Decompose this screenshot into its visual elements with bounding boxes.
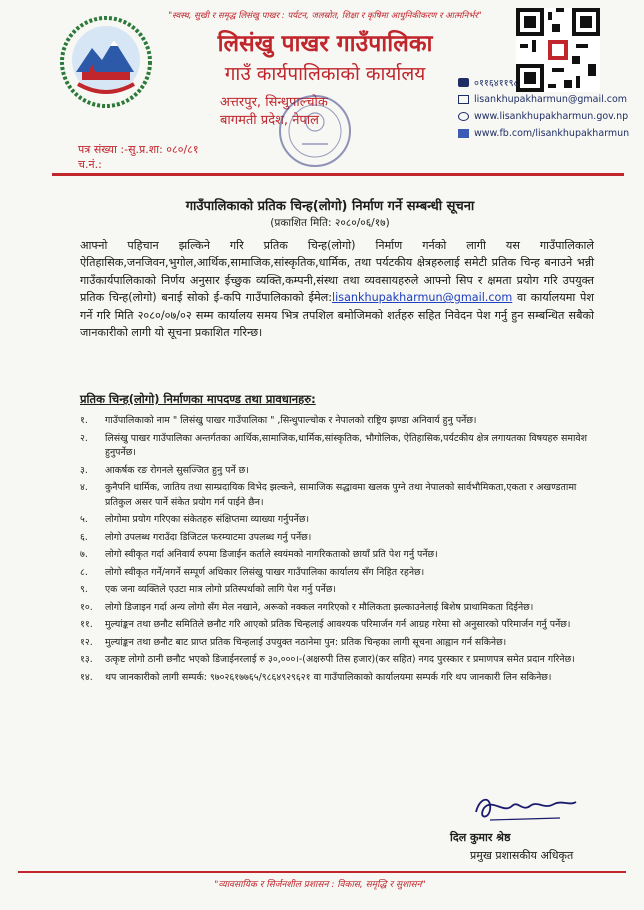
list-item — [80, 601, 600, 616]
item-text: गाउँपालिकाको नाम " लिसंखु पाखर गाउँपालिका " ,सिन्धुपाल्चोक र नेपालको राष्ट्रिय झण्डा अनिवार्य हुनु पर्नेछ। — [105, 415, 477, 426]
paragraph-email-link[interactable]: lisankhupakharmun@gmail.com — [332, 291, 513, 305]
list-item — [80, 671, 600, 686]
signatory-name: दिल कुमार श्रेष्ठ — [450, 831, 511, 844]
item-text: लोगो उपलब्ध गराउँदा डिजिटल फरम्याटमा उपलब्ध गर्नु पर्नेछ। — [105, 531, 312, 543]
item-text: थप जानकारीको लागी सम्पर्क: ९७०२६१७७६५/९८६४९२९६२१ वा गाउँपालिकाको कार्यालयमा सम्पर्क गरि थप जानकारी लिन सकिनेछ। — [105, 671, 552, 683]
item-text: मुल्यांङ्कन तथा छनौट बाट प्राप्त प्रतिक चिन्हलाई उपयुक्त नठानेमा पुन: प्रतिक चिन्हका लागी सूचना आह्वान गर्न सकिनेछ। — [105, 636, 507, 648]
item-text: लिसंखु पाखर गाउँपालिका अन्तर्गतका आर्थिक,सामाजिक,धार्मिक,सांस्कृतिक, भौगोलिक, ऐतिहासिक,पर्यटकीय क्षेत्र लगायतका विषयहरु समावेश हुनुपर्नेछ। — [105, 432, 587, 458]
address-line-1: अत्तरपुर, सिन्धुपाल्चोक — [220, 95, 328, 110]
item-text: आकर्षक रङ रोगनले सुसज्जित हुनु पर्ने छ। — [105, 464, 249, 476]
list-item — [80, 513, 600, 528]
list-item — [80, 464, 600, 479]
list-item — [80, 636, 600, 651]
globe-icon — [458, 112, 469, 121]
list-item — [80, 583, 600, 598]
notice-title: गाउँपालिकाको प्रतिक चिन्ह(लोगो) निर्माण गर्ने सम्बन्धी सूचना — [185, 199, 475, 214]
footer-divider — [18, 871, 626, 873]
item-text: उत्कृष्ट लोगो ठानी छनौट भएको डिजाईनरलाई रु ३०,०००।-(अक्षरुपी तिस हजार)(कर सहित) नगद पुरस्कार र प्रमाणपत्र समेत प्रदान गरिनेछ। — [105, 654, 575, 665]
facebook-icon — [458, 129, 469, 138]
item-number: ७. — [80, 549, 88, 560]
office-name: लिसंखु पाखर गाउँपालिका — [217, 31, 433, 57]
header-divider — [52, 173, 624, 176]
office-seal — [276, 92, 354, 170]
footer-motto: "व्यावसायिक र सिर्जनशील प्रशासन : विकास, समृद्धि र सुशासन" — [214, 880, 426, 890]
list-item — [80, 566, 600, 581]
item-number: ६. — [80, 531, 88, 543]
item-number: ५. — [80, 514, 88, 525]
contact-block — [458, 74, 638, 142]
contact-website — [458, 108, 638, 125]
list-item — [80, 531, 600, 546]
item-text: लोगो डिजाइन गर्दा अन्य लोगो सँग मेल नखाने, अरूको नक्कल नगरिएको र मौलिकता झल्काउनेलाई बिशेष प्राथामिकता दिईनेछ। — [105, 601, 534, 613]
contact-email — [458, 91, 638, 108]
item-text: लोगोमा प्रयोग गरिएका संकेतहरु संक्षिप्तमा व्याख्या गर्नुपर्नेछ। — [105, 514, 310, 525]
notice-paragraph — [80, 237, 594, 341]
item-number: ३. — [80, 464, 88, 476]
letter-number: पत्र संख्या :-सु.प्र.शा: ०८०/८१ — [78, 143, 199, 156]
list-item — [80, 432, 600, 461]
list-item — [80, 618, 600, 633]
item-text: लोगो स्वीकृत गर्दा अनिवार्य रुपमा डिजाईन कर्ताले स्वयंमको नागरिकताको छायाँ प्रति पेश गर्नु पर्नेछ। — [105, 549, 438, 560]
contact-facebook — [458, 125, 638, 142]
contact-phone — [458, 74, 638, 91]
list-item — [80, 481, 600, 510]
paragraph-text-2: वा कार्यालयमा पेश गर्ने गरि मिति २०८०/०७/०२ सम्म कार्यालय समय भित्र तपशिल बमोजिमको शर्तहरु सहित निवेदन पेश गर्नु हुन सम्बन्धित सबैको जानकारीको लागी यो सूचना प्रकाशित गरिन्छ। — [80, 291, 594, 340]
item-text: लोगो स्वीकृत गर्ने/नगर्ने सम्पूर्ण अधिकार लिसंखु पाखर गाउँपालिका कार्यालय सँग निहित रहनेछ। — [105, 566, 425, 578]
item-text: मुल्यांङ्कन तथा छनौट समितिले छनौट गरि आएको प्रतिक चिन्हलाई आवश्यक परिमार्जन गर्न आग्रह गरेमा सो अनुसारको परिमार्जन गर्नु पर्नेछ। — [105, 619, 571, 630]
publish-date: (प्रकाशित मिति: २०८०/०६/१७) — [270, 217, 390, 229]
list-item — [80, 548, 600, 563]
item-number: ११. — [80, 619, 93, 630]
item-number: ४. — [80, 482, 88, 493]
header-motto: "स्वस्थ, सुखी र समृद्ध लिसंखु पाखर : पर्यटन, जलस्रोत, शिक्षा र कृषिमा आधुनिकीकरण र आत्मनिर्भर" — [168, 11, 482, 21]
email-link[interactable]: lisankhupakharmun@gmail.com — [474, 94, 628, 105]
item-number: १४. — [80, 671, 93, 683]
item-number: १०. — [80, 601, 93, 613]
phone-number: ०११६४११९८ — [474, 78, 519, 89]
criteria-heading: प्रतिक चिन्ह(लोगो) निर्माणका मापदण्ड तथा प्रावधानहरु: — [80, 392, 316, 406]
address-line-2: बागमती प्रदेश, नेपाल — [220, 113, 319, 128]
item-number: ८. — [80, 566, 88, 578]
item-text: एक जना व्यक्तिले एउटा मात्र लोगो प्रतिस्पर्धाको लागि पेश गर्नु पर्नेछ। — [105, 584, 336, 595]
facebook-link[interactable]: www.fb.com/lisankhupakharmun — [474, 128, 630, 139]
criteria-list — [80, 414, 600, 688]
handwritten-signature — [470, 790, 580, 828]
reference-block — [78, 142, 199, 172]
phone-icon — [458, 78, 469, 87]
paragraph-text-1: आफ्नो पहिचान झल्किने गरि प्रतिक चिन्ह(लोगो) निर्माण गर्नको लागी यस गाउँपालिकाले ऐतिहासिक,जनजिवन,भुगोल,आर्थिक,सामाजिक,सांस्कृतिक,धार्मिक, तथा पर्यटकीय क्षेत्रहरुलाई समेटी प्रतिक चिन्ह बनाउने भन्नी गाउँकार्यपालिकाको निर्णय अनुसार ईच्छुक व्यक्ति,कम्पनी,संस्था तथा व्यवसायहरुले आफ्नो सिप र क्षमता प्रयोग गरि उपयुक्त प्रतिक चिन्ह(लोगो) बनाई सोको ई-कपि गाउँपालिकाको ईमेल: — [80, 239, 594, 305]
website-link[interactable]: www.lisankhupakharmun.gov.np — [474, 111, 629, 122]
signatory-role: प्रमुख प्रशासकीय अधिकृत — [470, 849, 574, 862]
item-number: ९. — [80, 584, 88, 595]
dispatch-number: च.नं.: — [78, 158, 102, 171]
list-item — [80, 653, 600, 668]
office-subtitle: गाउँ कार्यपालिकाको कार्यालय — [224, 63, 426, 85]
envelope-icon — [458, 95, 469, 104]
item-number: १. — [80, 415, 88, 426]
item-number: १२. — [80, 636, 93, 648]
item-number: २. — [80, 432, 88, 444]
item-number: १३. — [80, 654, 93, 665]
municipality-emblem — [58, 14, 154, 110]
item-text: कुनैपनि धार्मिक, जातिय तथा साम्प्रदायिक विभेद झल्कने, सामाजिक सद्धावमा खलक पुग्ने तथा नेपालको सार्वभौमिकता,एकता र अखण्डतामा प्रतिकुल असर पार्ने संकेत प्रयोग गर्न पाईने छैन। — [105, 482, 577, 508]
list-item — [80, 414, 600, 429]
